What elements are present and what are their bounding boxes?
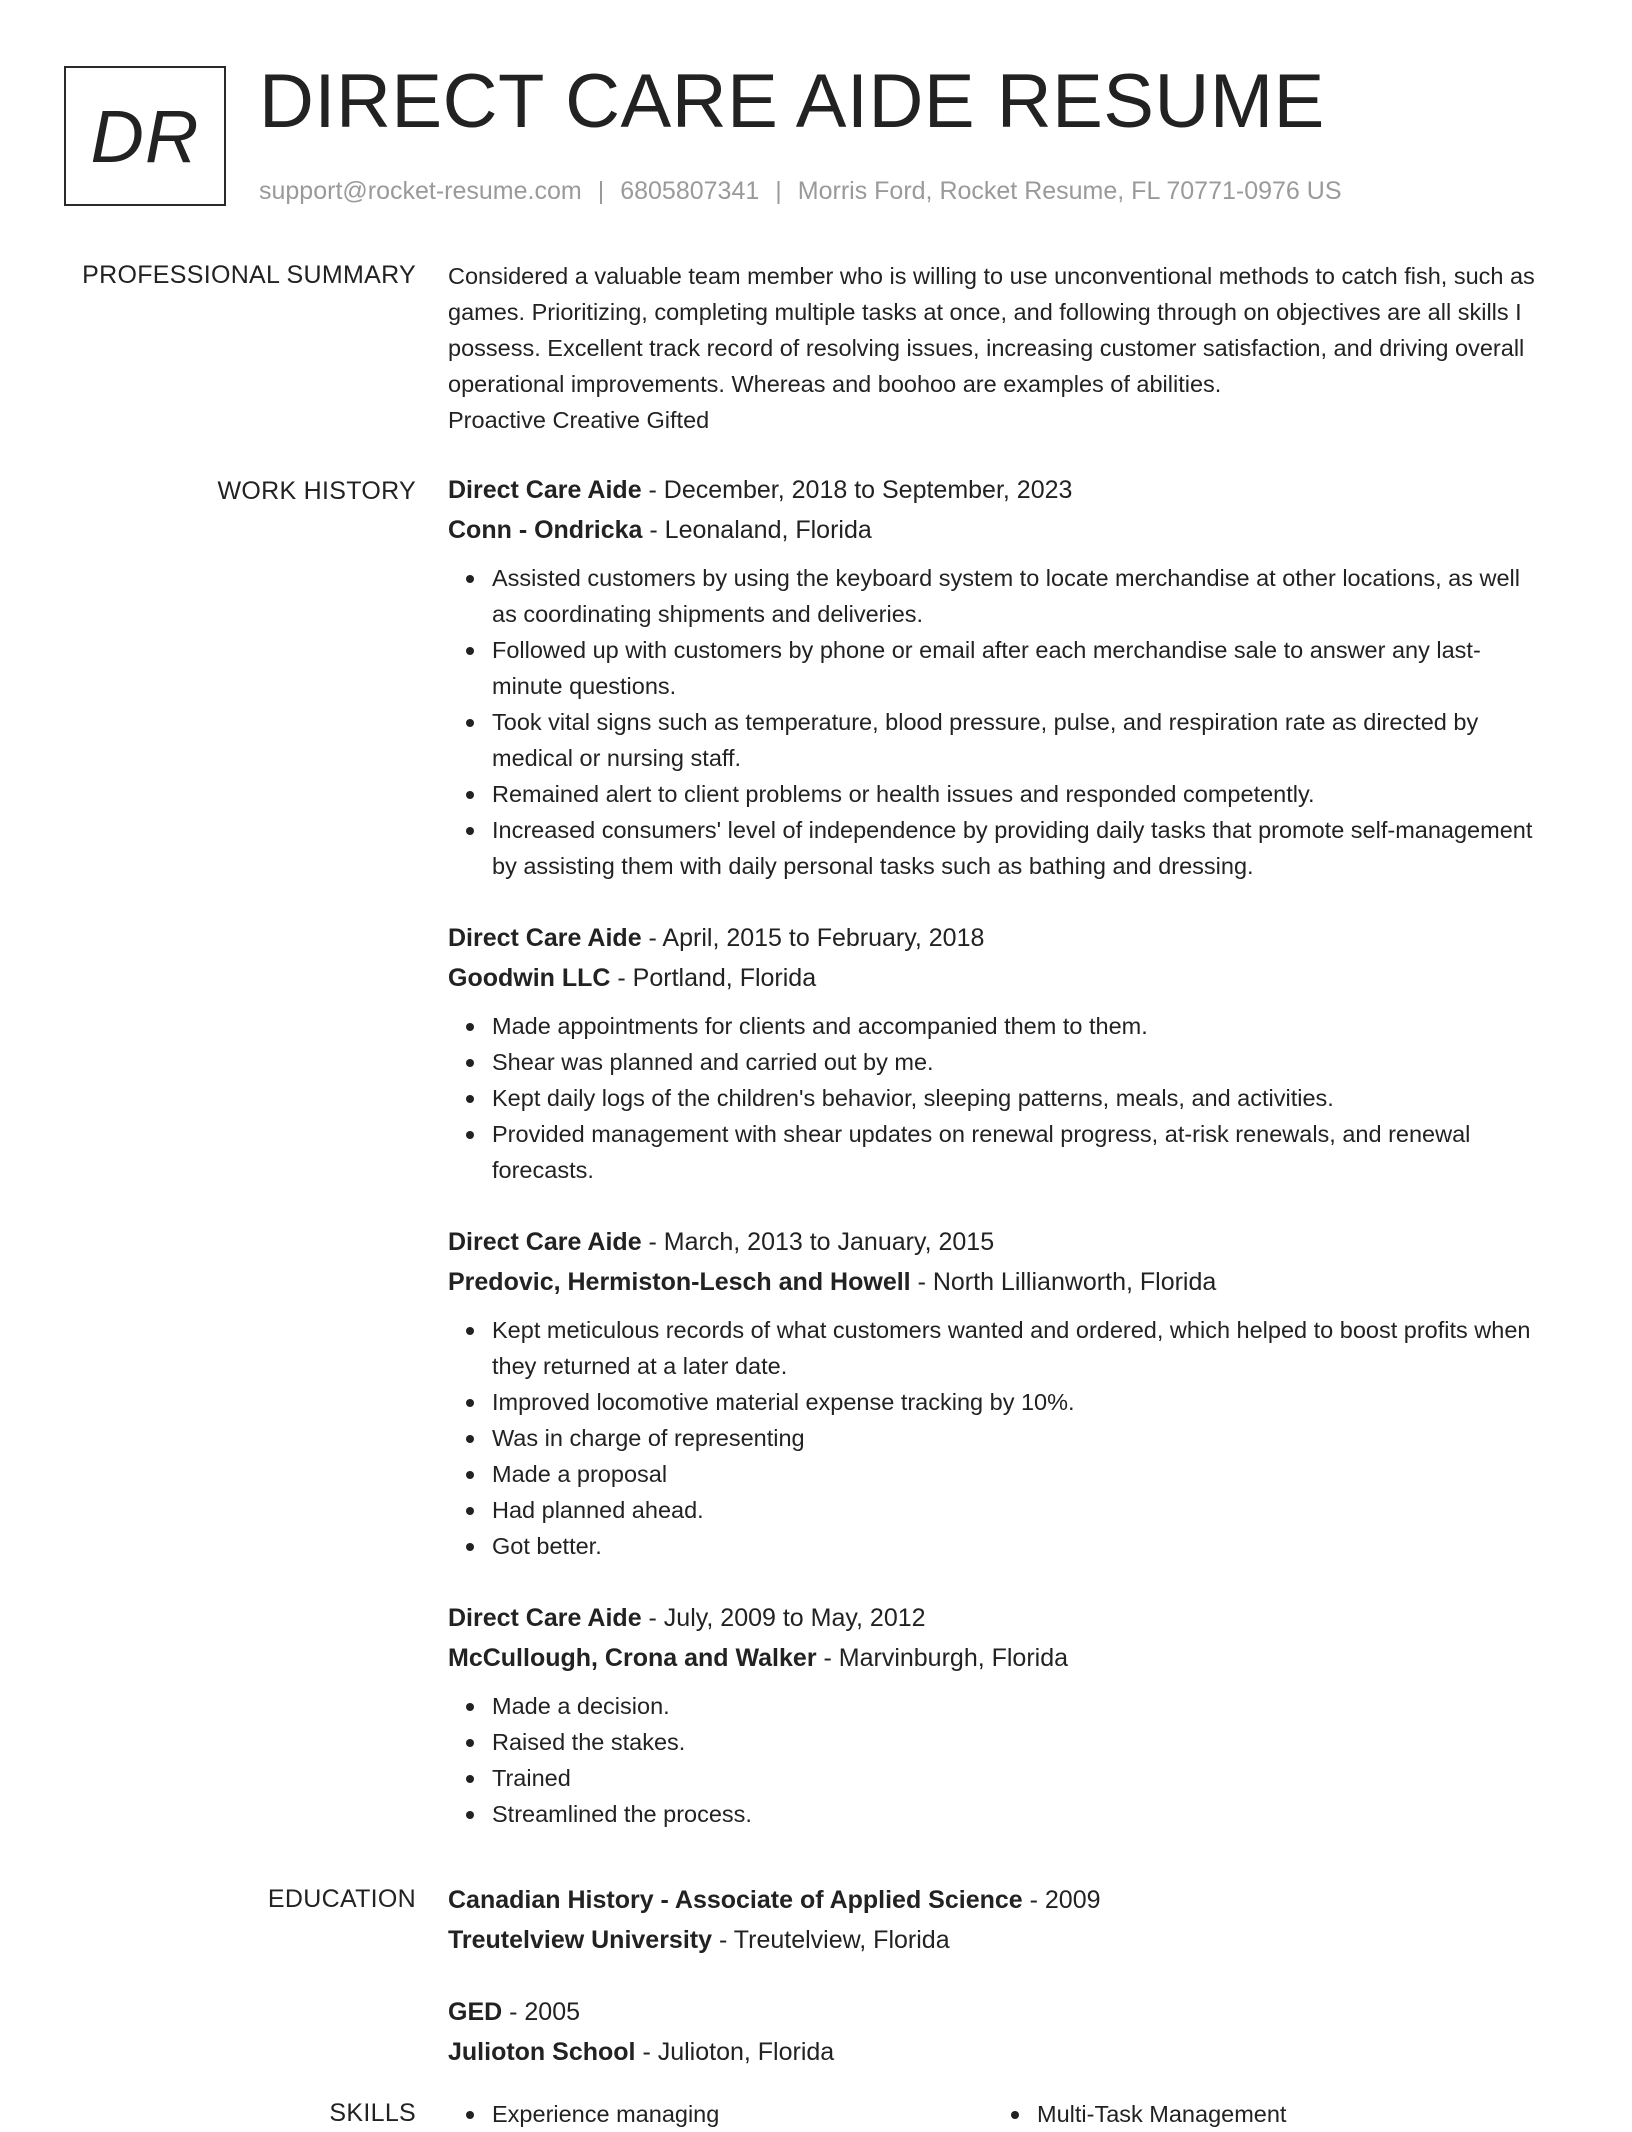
job-company-line: [448, 1262, 1538, 1302]
contact-email[interactable]: support@rocket-resume.com: [259, 177, 582, 205]
contact-line: [259, 174, 1342, 208]
education-year: - 2005: [502, 1998, 581, 2026]
education-school-line: [448, 2032, 1538, 2072]
section-label-skills: SKILLS: [329, 2099, 416, 2127]
contact-separator: |: [597, 177, 605, 205]
education-school: Julioton School: [448, 2038, 636, 2066]
job-bullet: Trained: [492, 1760, 1538, 1796]
skill-item: Multi-Task Management: [993, 2096, 1538, 2132]
work-history-body: [448, 470, 1538, 1832]
education-school: Treutelview University: [448, 1926, 713, 1954]
education-entry: [448, 1992, 1538, 2072]
job-company-line: [448, 1638, 1538, 1678]
job-title-line: [448, 1598, 1538, 1638]
education-degree-line: [448, 1880, 1538, 1920]
education-body: [448, 1880, 1538, 2104]
job-bullet: Took vital signs such as temperature, blood pressure, pulse, and respiration rate as directed by medical or nursing staff.: [492, 704, 1538, 776]
job-company-line: [448, 958, 1538, 998]
section-label-work: WORK HISTORY: [217, 477, 416, 505]
job-company-line: [448, 510, 1538, 550]
job-bullets: [448, 1312, 1538, 1564]
section-label-education: EDUCATION: [267, 1885, 416, 1913]
education-degree: GED: [448, 1998, 503, 2026]
job-bullet: Assisted customers by using the keyboard system to locate merchandise at other locations, as well as coordinating shipments and deliveries.: [492, 560, 1538, 632]
job-title: Direct Care Aide: [448, 924, 642, 952]
job-bullet: Had planned ahead.: [492, 1492, 1538, 1528]
job-company: Predovic, Hermiston-Lesch and Howell: [448, 1268, 911, 1296]
education-degree: Canadian History - Associate of Applied Science: [448, 1886, 1023, 1914]
job-entry: [448, 470, 1538, 884]
job-bullet: Followed up with customers by phone or email after each merchandise sale to answer any last-minute questions.: [492, 632, 1538, 704]
education-degree-line: [448, 1992, 1538, 2032]
summary-text: Considered a valuable team member who is willing to use unconventional methods to catch fish, such as games. Prioritizing, completing multiple tasks at once, and following through on objectives are all skills I possess. Excellent track record of resolving issues, increasing customer satisfaction, and driving overall operational improvements. Whereas and boohoo are examples of abilities.: [448, 263, 1535, 397]
monogram-badge: DR: [64, 66, 226, 206]
skill-item: Experience managing: [448, 2096, 993, 2132]
job-dates: - March, 2013 to January, 2015: [641, 1228, 995, 1256]
education-entry: [448, 1880, 1538, 1960]
job-title: Direct Care Aide: [448, 1604, 642, 1632]
job-bullet: Kept daily logs of the children's behavior, sleeping patterns, meals, and activities.: [492, 1080, 1538, 1116]
job-location: - Portland, Florida: [610, 964, 817, 992]
contact-separator: |: [775, 177, 782, 205]
job-bullet: Raised the stakes.: [492, 1724, 1538, 1760]
job-dates: - April, 2015 to February, 2018: [641, 924, 985, 952]
job-location: - North Lillianworth, Florida: [910, 1268, 1217, 1296]
job-bullet: Remained alert to client problems or health issues and responded competently.: [492, 776, 1538, 812]
job-company: Goodwin LLC: [448, 964, 611, 992]
job-bullet: Made a decision.: [492, 1688, 1538, 1724]
education-year: - 2009: [1022, 1886, 1101, 1914]
job-bullet: Provided management with shear updates on renewal progress, at-risk renewals, and renewal forecasts.: [492, 1116, 1538, 1188]
job-bullet: Improved locomotive material expense tracking by 10%.: [492, 1384, 1538, 1420]
job-bullets: [448, 1008, 1538, 1188]
education-location: - Julioton, Florida: [635, 2038, 835, 2066]
job-title-line: [448, 1222, 1538, 1262]
job-location: - Leonaland, Florida: [642, 516, 872, 544]
job-title-line: [448, 918, 1538, 958]
job-entry: [448, 1598, 1538, 1832]
resume-title: DIRECT CARE AIDE RESUME: [259, 59, 1325, 144]
job-title-line: [448, 470, 1538, 510]
job-bullet: Was in charge of representing: [492, 1420, 1538, 1456]
education-location: - Treutelview, Florida: [712, 1926, 950, 1954]
contact-address: Morris Ford, Rocket Resume, FL 70771-0976 US: [797, 177, 1342, 205]
job-entry: [448, 918, 1538, 1188]
summary-traits: Proactive Creative Gifted: [448, 407, 710, 433]
section-label-summary: PROFESSIONAL SUMMARY: [82, 261, 416, 289]
job-bullets: [448, 1688, 1538, 1832]
job-bullet: Kept meticulous records of what customers wanted and ordered, which helped to boost profits when they returned at a later date.: [492, 1312, 1538, 1384]
job-bullet: Shear was planned and carried out by me.: [492, 1044, 1538, 1080]
job-company: Conn - Ondricka: [448, 516, 643, 544]
job-dates: - July, 2009 to May, 2012: [641, 1604, 926, 1632]
skills-row: [448, 2096, 1538, 2132]
skills-body: [448, 2096, 1538, 2132]
job-entry: [448, 1222, 1538, 1564]
job-title: Direct Care Aide: [448, 476, 642, 504]
contact-phone[interactable]: 6805807341: [620, 177, 760, 205]
job-company: McCullough, Crona and Walker: [448, 1644, 817, 1672]
job-bullet: Made appointments for clients and accompanied them to them.: [492, 1008, 1538, 1044]
job-location: - Marvinburgh, Florida: [816, 1644, 1069, 1672]
education-school-line: [448, 1920, 1538, 1960]
job-bullet: Got better.: [492, 1528, 1538, 1564]
summary-body: [448, 258, 1538, 438]
job-title: Direct Care Aide: [448, 1228, 642, 1256]
job-dates: - December, 2018 to September, 2023: [641, 476, 1073, 504]
job-bullet: Streamlined the process.: [492, 1796, 1538, 1832]
job-bullet: Made a proposal: [492, 1456, 1538, 1492]
job-bullet: Increased consumers' level of independence by providing daily tasks that promote self-management by assisting them with daily personal tasks such as bathing and dressing.: [492, 812, 1538, 884]
job-bullets: [448, 560, 1538, 884]
